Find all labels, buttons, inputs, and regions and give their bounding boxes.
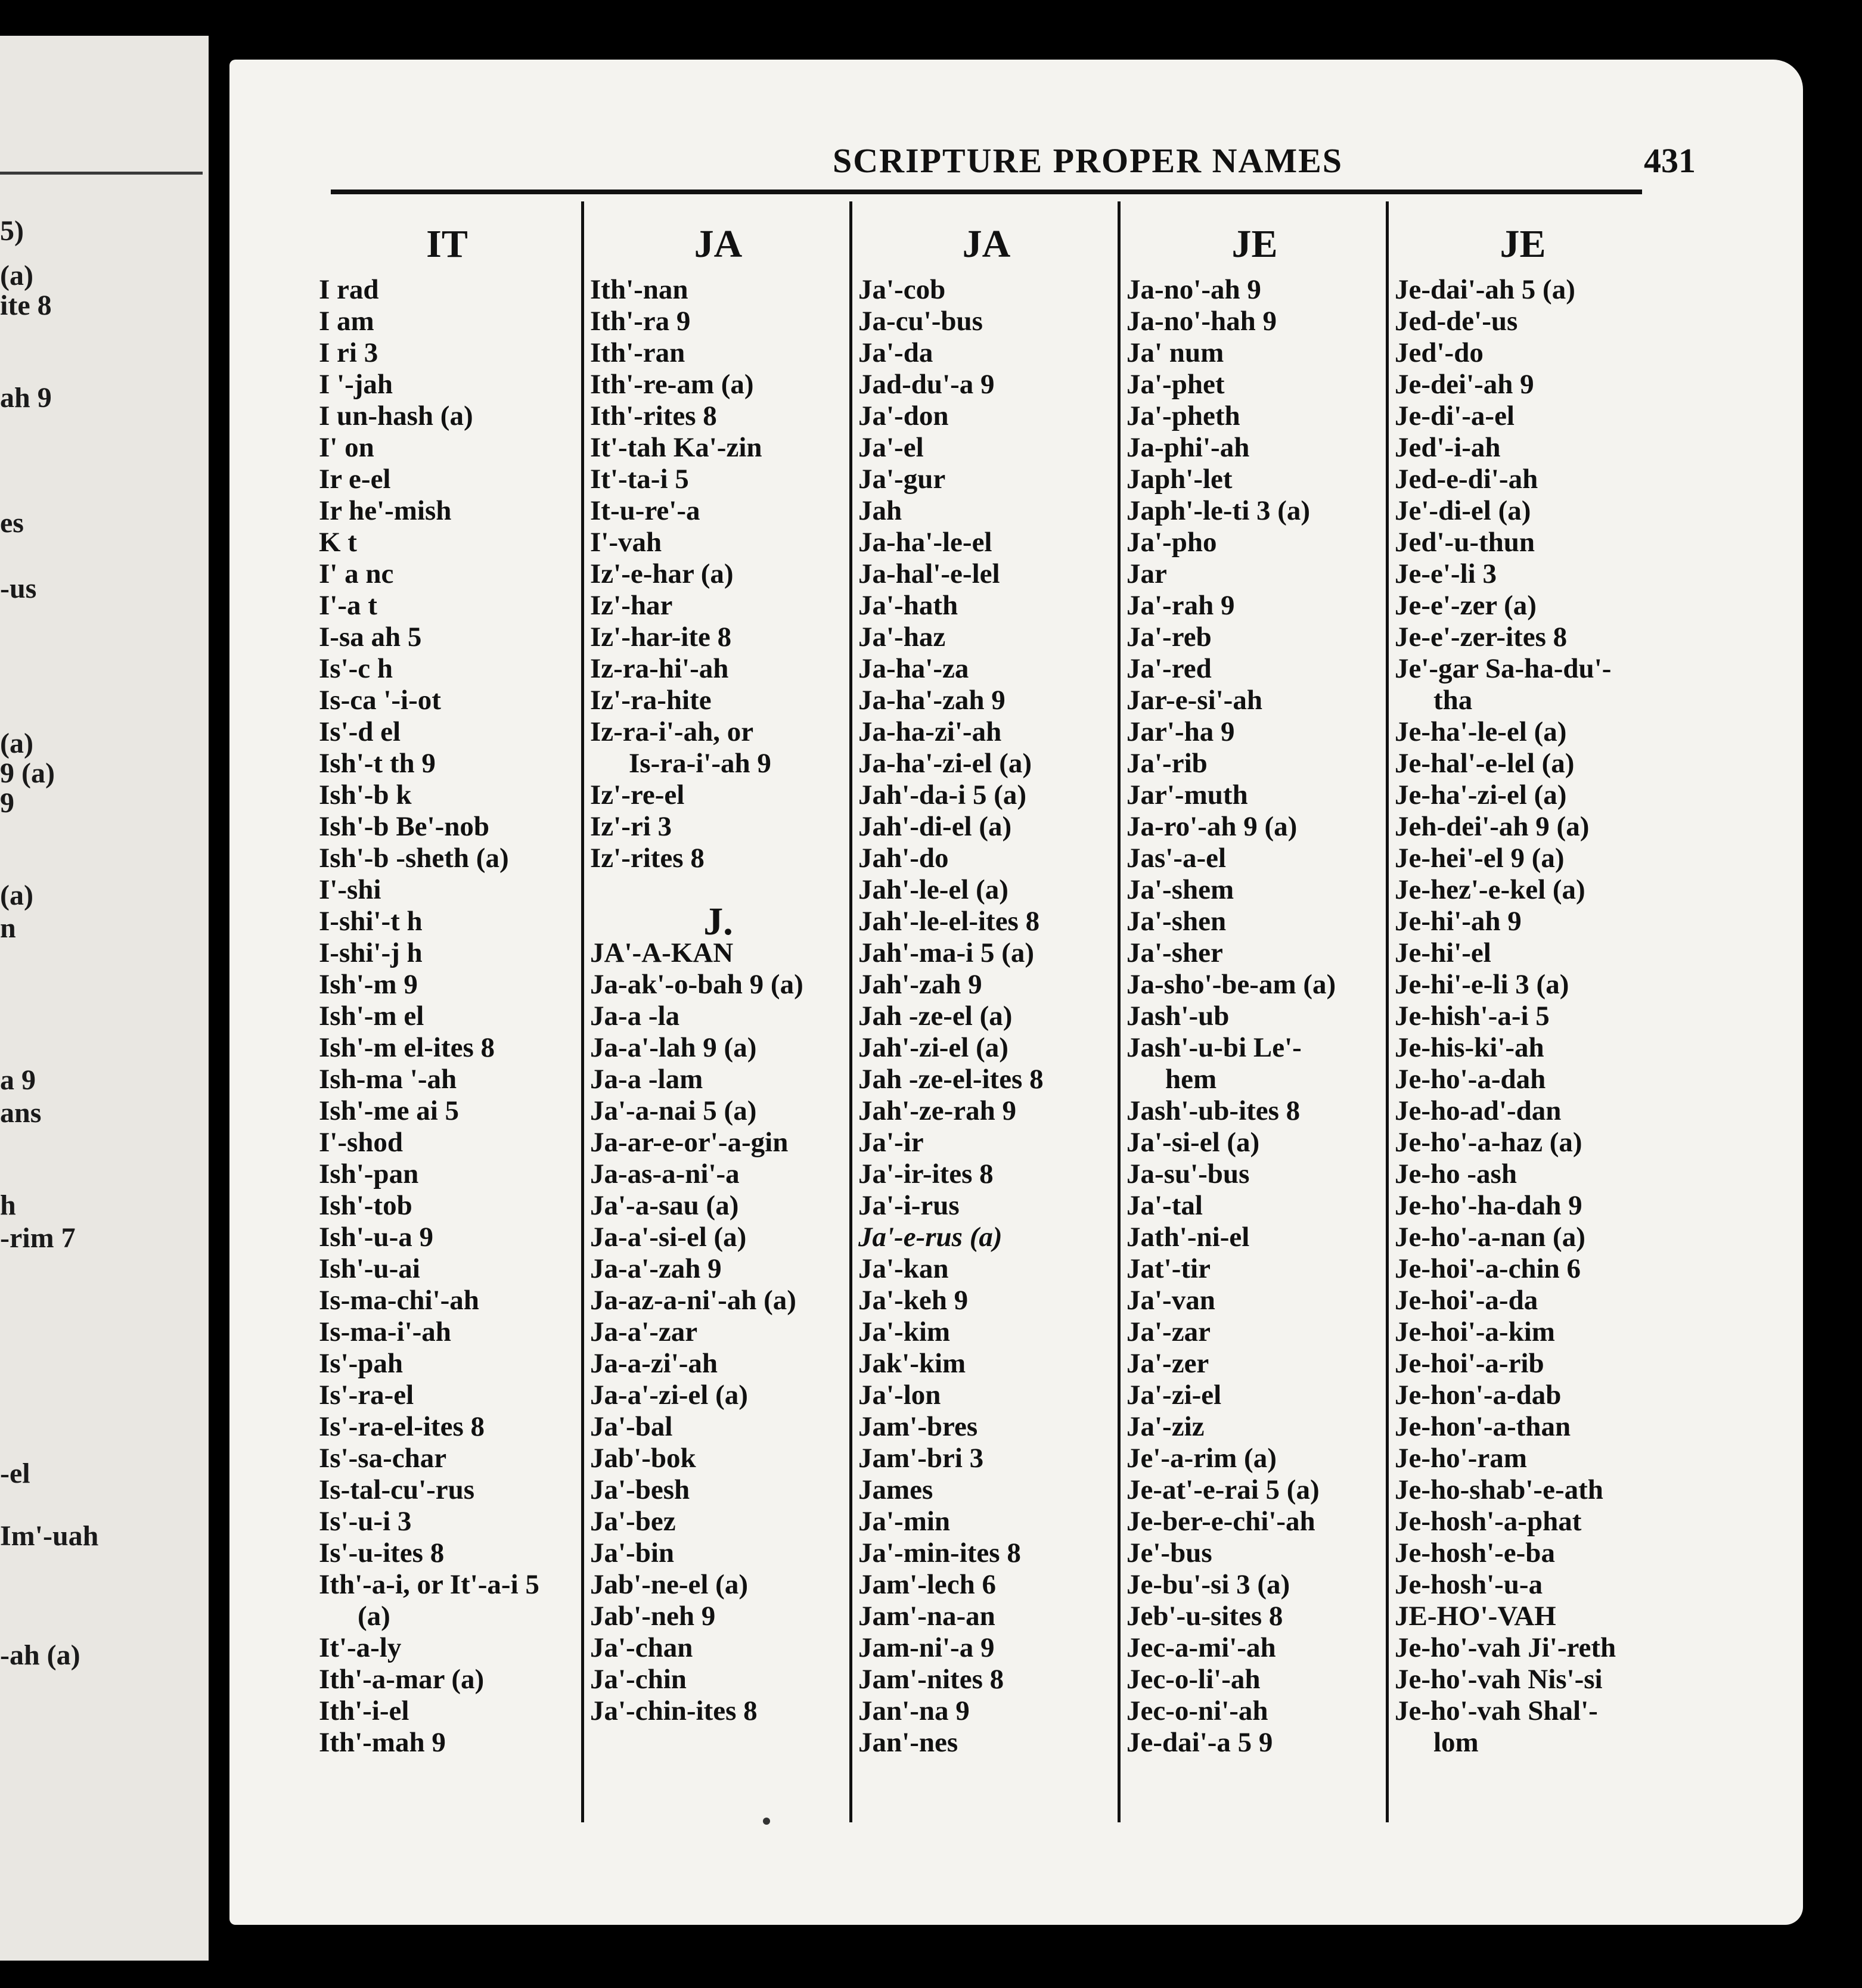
name-entry: Jam-ni'-a 9 (858, 1632, 995, 1663)
column-heading: JA (962, 222, 1011, 266)
adjacent-fragment: n (0, 912, 16, 944)
name-entry: Ith'-a-i, or It'-a-i 5 (319, 1569, 539, 1600)
column-separator (849, 201, 852, 1822)
name-entry: Ja-a'-si-el (a) (590, 1222, 747, 1253)
name-entry: Je'-bus (1126, 1537, 1212, 1568)
name-entry: Jah -ze-el (a) (858, 1001, 1013, 1032)
name-entry: Jah'-le-el-ites 8 (858, 906, 1040, 937)
name-entry: Je-ho'-vah Ji'-reth (1395, 1632, 1616, 1663)
name-entry: Jed'-i-ah (1395, 432, 1501, 463)
name-entry: Ish'-me ai 5 (319, 1095, 459, 1126)
page-number: 431 (1644, 141, 1696, 180)
name-entry: Ja'-bin (590, 1537, 675, 1568)
name-entry: Ja'-sher (1126, 937, 1223, 968)
name-entry: I'-shi (319, 874, 381, 905)
name-entry: K t (319, 527, 357, 558)
name-entry: Jah'-do (858, 843, 949, 874)
name-entry: Jat'-tir (1126, 1253, 1211, 1284)
name-entry: Ja'-pheth (1126, 400, 1240, 431)
name-entry: Jah'-le-el (a) (858, 874, 1008, 905)
name-entry: Jad-du'-a 9 (858, 369, 995, 400)
name-entry: Is-ma-chi'-ah (319, 1285, 479, 1316)
name-entry: I un-hash (a) (319, 400, 473, 431)
name-entry: I am (319, 306, 374, 337)
name-entry: Je-ho'-a-dah (1395, 1064, 1546, 1095)
name-entry: Ja'-phet (1126, 369, 1225, 400)
name-entry: Ja-sho'-be-am (a) (1126, 969, 1336, 1000)
adjacent-fragment: (a) (0, 880, 33, 911)
name-entry: Ish'-b Be'-nob (319, 811, 490, 842)
name-entry: I ri 3 (319, 337, 378, 368)
name-entry: Jak'-kim (858, 1348, 966, 1379)
name-entry: Jed'-do (1395, 337, 1484, 368)
name-entry: Je-hez'-e-kel (a) (1395, 874, 1585, 905)
name-entry: Je-hi'-e-li 3 (a) (1395, 969, 1569, 1000)
name-entry: Ja'-bal (590, 1411, 673, 1442)
name-entry: Je-dai'-a 5 9 (1126, 1727, 1273, 1758)
name-entry: Ja'-da (858, 337, 933, 368)
name-entry: Ja-no'-hah 9 (1126, 306, 1277, 337)
name-entry: Je-bu'-si 3 (a) (1126, 1569, 1290, 1600)
name-entry: Ja-no'-ah 9 (1126, 274, 1261, 305)
name-entry: Is'-c h (319, 653, 393, 684)
name-entry: Ja' num (1126, 337, 1224, 368)
name-entry: Ja'-haz (858, 622, 946, 653)
name-entry: Je-e'-zer (a) (1395, 590, 1537, 621)
name-entry: Jah'-ma-i 5 (a) (858, 937, 1035, 968)
name-entry: Ith'-mah 9 (319, 1727, 446, 1758)
name-entry: Je-hei'-el 9 (a) (1395, 843, 1565, 874)
name-entry: Jash'-u-bi Le'- (1126, 1032, 1302, 1063)
name-entry: Je-ho-ad'-dan (1395, 1095, 1562, 1126)
name-entry: Je-e'-li 3 (1395, 558, 1497, 589)
name-entry: tha (1433, 685, 1473, 716)
name-entry: I'-a t (319, 590, 377, 621)
name-entry: Ja-ha'-za (858, 653, 969, 684)
name-entry: Ish'-t th 9 (319, 748, 436, 779)
name-entry: It'-a-ly (319, 1632, 402, 1663)
name-entry: Ja-a'-zi-el (a) (590, 1380, 748, 1411)
name-entry: Ja'-zer (1126, 1348, 1209, 1379)
name-entry: Ish'-m el (319, 1001, 424, 1032)
name-entry: I' on (319, 432, 374, 463)
name-entry: Is-ca '-i-ot (319, 685, 441, 716)
name-entry: Ja'-shen (1126, 906, 1227, 937)
name-entry: Ir he'-mish (319, 495, 452, 526)
name-entry: Ith'-a-mar (a) (319, 1664, 485, 1695)
name-entry: Jar (1126, 558, 1167, 589)
name-entry: Ja-ha'-zah 9 (858, 685, 1006, 716)
name-entry: Jar'-ha 9 (1126, 716, 1235, 747)
name-entry: Ish'-b -sheth (a) (319, 843, 509, 874)
column-heading: IT (426, 222, 468, 266)
name-entry: Ja-as-a-ni'-a (590, 1158, 740, 1189)
name-entry: Ja'-red (1126, 653, 1212, 684)
adjacent-page-rule (0, 172, 203, 175)
name-entry: It'-tah Ka'-zin (590, 432, 762, 463)
name-entry: Ith'-nan (590, 274, 688, 305)
name-entry: Jam'-nites 8 (858, 1664, 1004, 1695)
header-rule (331, 190, 1642, 194)
name-entry: Je'-gar Sa-ha-du'- (1395, 653, 1612, 684)
name-entry: Iz'-har-ite 8 (590, 622, 732, 653)
name-entry: Is'-sa-char (319, 1443, 447, 1474)
name-entry: Ja'-chin-ites 8 (590, 1695, 758, 1726)
name-entry (590, 874, 846, 906)
name-column-1 (319, 215, 575, 1759)
name-entry: Ith'-i-el (319, 1695, 409, 1726)
name-entry: Jec-o-li'-ah (1126, 1664, 1261, 1695)
name-entry: Ja'-lon (858, 1380, 941, 1411)
name-entry: I'-vah (590, 527, 662, 558)
name-entry: Japh'-let (1126, 464, 1233, 495)
name-entry: Jan'-nes (858, 1727, 958, 1758)
name-entry: Ja'-e-rus (a) (858, 1222, 1003, 1253)
name-entry: Jash'-ub (1126, 1001, 1230, 1032)
adjacent-fragment: 9 (0, 787, 14, 819)
name-entry: Je-hon'-a-dab (1395, 1380, 1562, 1411)
adjacent-fragment: h (0, 1189, 16, 1221)
name-entry: Je-ha'-le-el (a) (1395, 716, 1567, 747)
name-entry: Je-ho -ash (1395, 1158, 1517, 1189)
name-entry: Ja'-zar (1126, 1316, 1211, 1347)
name-entry: Ja-a-zi'-ah (590, 1348, 718, 1379)
name-entry: It'-ta-i 5 (590, 464, 689, 495)
name-entry: Ja'-cob (858, 274, 946, 305)
name-entry: Ja-ha-zi'-ah (858, 716, 1002, 747)
name-entry: Je'-a-rim (a) (1126, 1443, 1277, 1474)
name-entry: Jah'-da-i 5 (a) (858, 779, 1026, 810)
name-entry: Ja-a -la (590, 1001, 680, 1032)
name-entry: Ja'-tal (1126, 1190, 1203, 1221)
name-entry: Iz'-ra-hite (590, 685, 712, 716)
book-page (229, 60, 1803, 1925)
name-entry: Ja'-a-nai 5 (a) (590, 1095, 757, 1126)
name-entry: Ja'-chin (590, 1664, 687, 1695)
name-entry: Ja-ha'-zi-el (a) (858, 748, 1032, 779)
name-entry: Ja'-chan (590, 1632, 693, 1663)
name-entry: Ith'-re-am (a) (590, 369, 754, 400)
name-entry: Iz-ra-i'-ah, or (590, 716, 754, 747)
name-column-3 (858, 215, 1115, 1759)
name-entry: Je-hosh'-a-phat (1395, 1506, 1582, 1537)
name-entry: Is'-ra-el-ites 8 (319, 1411, 485, 1442)
name-entry: I' a nc (319, 558, 394, 589)
name-entry: Ja'-kim (858, 1316, 951, 1347)
name-column-2 (590, 215, 846, 1727)
adjacent-fragment: ans (0, 1097, 42, 1129)
name-entry: (a) (358, 1601, 390, 1632)
name-entry: Ja'-bez (590, 1506, 676, 1537)
name-entry: Je-hon'-a-than (1395, 1411, 1571, 1442)
name-entry: Je-hoi'-a-rib (1395, 1348, 1544, 1379)
name-entry: Is-ma-i'-ah (319, 1316, 451, 1347)
name-entry: JA'-A-KAN (590, 937, 734, 968)
name-entry: Ja'-pho (1126, 527, 1217, 558)
name-entry: Jah -ze-el-ites 8 (858, 1064, 1044, 1095)
name-entry: Is-ra-i'-ah 9 (629, 748, 771, 779)
name-entry: Ja'-gur (858, 464, 946, 495)
name-entry: Ja-cu'-bus (858, 306, 983, 337)
name-entry: Ja'-zi-el (1126, 1380, 1222, 1411)
name-entry: Ja-phi'-ah (1126, 432, 1250, 463)
name-entry: Ish'-m 9 (319, 969, 418, 1000)
name-entry: Ja'-rah 9 (1126, 590, 1235, 621)
name-entry: Jan'-na 9 (858, 1695, 970, 1726)
name-entry: Ja-ar-e-or'-a-gin (590, 1127, 789, 1158)
name-entry: Iz'-har (590, 590, 673, 621)
name-entry: Jab'-ne-el (a) (590, 1569, 748, 1600)
name-entry: Jed-e-di'-ah (1395, 464, 1538, 495)
name-entry: Jath'-ni-el (1126, 1222, 1250, 1253)
name-entry: Iz'-re-el (590, 779, 685, 810)
name-entry: Je-his-ki'-ah (1395, 1032, 1544, 1063)
name-entry: Iz'-e-har (a) (590, 558, 734, 589)
name-entry: Jam'-bri 3 (858, 1443, 984, 1474)
column-separator (1118, 201, 1121, 1822)
name-entry: I-shi'-j h (319, 937, 423, 968)
name-entry: Je-ho'-vah Nis'-si (1395, 1664, 1603, 1695)
name-entry: Japh'-le-ti 3 (a) (1126, 495, 1311, 526)
name-column-5 (1395, 215, 1651, 1759)
name-entry: Jah (858, 495, 902, 526)
name-entry: Iz-ra-hi'-ah (590, 653, 729, 684)
name-entry: Jah'-zah 9 (858, 969, 982, 1000)
name-entry: Ja'-keh 9 (858, 1285, 969, 1316)
name-entry: Je-ho'-a-nan (a) (1395, 1222, 1585, 1253)
adjacent-fragment: -rim 7 (0, 1222, 76, 1254)
name-entry: Iz'-ri 3 (590, 811, 672, 842)
name-entry: Ish'-b k (319, 779, 412, 810)
name-entry: Jam'-na-an (858, 1601, 995, 1632)
column-heading: JE (1500, 222, 1546, 266)
name-entry: Ish'-pan (319, 1158, 419, 1189)
name-entry: Ja'-el (858, 432, 924, 463)
name-entry: Ja-az-a-ni'-ah (a) (590, 1285, 796, 1316)
name-entry: Jeh-dei'-ah 9 (a) (1395, 811, 1590, 842)
name-entry: Ish'-m el-ites 8 (319, 1032, 495, 1063)
name-entry: Jas'-a-el (1126, 843, 1227, 874)
name-entry: Ish'-u-a 9 (319, 1222, 433, 1253)
name-entry: Ja'-si-el (a) (1126, 1127, 1260, 1158)
adjacent-fragment: es (0, 507, 24, 539)
name-entry: Je-hosh'-u-a (1395, 1569, 1543, 1600)
name-column-4 (1126, 215, 1383, 1759)
adjacent-fragment: (a) (0, 260, 33, 291)
name-entry: Je-ho'-a-haz (a) (1395, 1127, 1582, 1158)
name-entry: Jah'-di-el (a) (858, 811, 1012, 842)
name-entry: Ish'-u-ai (319, 1253, 420, 1284)
name-entry: Ja'-van (1126, 1285, 1215, 1316)
name-entry: Ja-su'-bus (1126, 1158, 1250, 1189)
name-entry: Ja'-min-ites 8 (858, 1537, 1021, 1568)
name-entry: Je'-di-el (a) (1395, 495, 1531, 526)
adjacent-fragment: -ah (a) (0, 1639, 80, 1671)
column-separator (1386, 201, 1389, 1822)
name-entry: Je-ho'-ram (1395, 1443, 1527, 1474)
name-entry: I-sa ah 5 (319, 622, 422, 653)
name-entry: Je-hal'-e-lel (a) (1395, 748, 1575, 779)
adjacent-fragment: (a) (0, 728, 33, 759)
column-heading: JE (1231, 222, 1278, 266)
name-entry: Jeb'-u-sites 8 (1126, 1601, 1283, 1632)
name-entry: Is'-d el (319, 716, 401, 747)
name-entry: Ish-ma '-ah (319, 1064, 457, 1095)
column-heading: JA (694, 222, 743, 266)
name-entry: I'-shod (319, 1127, 404, 1158)
name-entry: Jah'-ze-rah 9 (858, 1095, 1016, 1126)
name-entry: Ith'-ra 9 (590, 306, 691, 337)
name-entry: Ith'-rites 8 (590, 400, 717, 431)
name-entry: Je-ber-e-chi'-ah (1126, 1506, 1315, 1537)
name-entry: Ja'-reb (1126, 622, 1212, 653)
page-header-title: SCRIPTURE PROPER NAMES (832, 141, 1343, 180)
name-entry: Is'-u-i 3 (319, 1506, 412, 1537)
name-entry: Je-hoi'-a-kim (1395, 1316, 1555, 1347)
adjacent-fragment: Im'-uah (0, 1520, 99, 1552)
name-entry: Jar'-muth (1126, 779, 1248, 810)
name-entry: Is-tal-cu'-rus (319, 1474, 475, 1505)
name-entry: Ja'-ziz (1126, 1411, 1205, 1442)
name-entry: Is'-ra-el (319, 1380, 414, 1411)
name-entry: Ja-ak'-o-bah 9 (a) (590, 969, 803, 1000)
name-entry: Ja-a'-lah 9 (a) (590, 1032, 757, 1063)
adjacent-fragment: -el (0, 1458, 30, 1489)
name-entry: Ja-a'-zar (590, 1316, 698, 1347)
name-entry: Je-ho'-ha-dah 9 (1395, 1190, 1582, 1221)
name-entry: Ja'-shem (1126, 874, 1234, 905)
name-entry: Ja'-ir-ites 8 (858, 1158, 994, 1189)
name-entry: Ja'-rib (1126, 748, 1208, 779)
name-entry: Jec-a-mi'-ah (1126, 1632, 1276, 1663)
name-entry: Ja'-i-rus (858, 1190, 960, 1221)
name-entry: Jah'-zi-el (a) (858, 1032, 1008, 1063)
name-entry: Je-ho'-vah Shal'- (1395, 1695, 1598, 1726)
name-entry: It-u-re'-a (590, 495, 700, 526)
name-entry: JE-HO'-VAH (1395, 1601, 1556, 1632)
name-entry: Jab'-neh 9 (590, 1601, 716, 1632)
name-entry: Je-dei'-ah 9 (1395, 369, 1534, 400)
adjacent-fragment: 5) (0, 215, 24, 247)
name-entry: Ja-a -lam (590, 1064, 703, 1095)
adjacent-fragment: -us (0, 573, 37, 604)
name-entry: Je-dai'-ah 5 (a) (1395, 274, 1575, 305)
name-entry: Jar-e-si'-ah (1126, 685, 1262, 716)
name-entry: lom (1433, 1727, 1479, 1758)
name-entry: Jam'-bres (858, 1411, 978, 1442)
name-entry: Ja-a'-zah 9 (590, 1253, 722, 1284)
adjacent-fragment: a 9 (0, 1064, 36, 1096)
column-separator (581, 201, 584, 1822)
name-entry: Ja'-a-sau (a) (590, 1190, 739, 1221)
name-entry: Ja'-besh (590, 1474, 690, 1505)
name-entry: Ja'-ir (858, 1127, 924, 1158)
adjacent-fragment: 9 (a) (0, 757, 55, 789)
name-entry: I '-jah (319, 369, 393, 400)
name-entry: Ja-hal'-e-lel (858, 558, 1000, 589)
name-entry: Iz'-rites 8 (590, 843, 705, 874)
name-entry: Jab'-bok (590, 1443, 696, 1474)
name-entry: Je-hoi'-a-da (1395, 1285, 1538, 1316)
name-entry: Ja'-kan (858, 1253, 949, 1284)
name-entry: Je-ha'-zi-el (a) (1395, 779, 1567, 810)
name-entry: Ja'-hath (858, 590, 958, 621)
name-entry: Je-hish'-a-i 5 (1395, 1001, 1550, 1032)
name-entry: Je-at'-e-rai 5 (a) (1126, 1474, 1320, 1505)
name-entry: Je-hi'-el (1395, 937, 1491, 968)
name-entry: Ja-ha'-le-el (858, 527, 992, 558)
name-entry: Je-e'-zer-ites 8 (1395, 622, 1568, 653)
name-entry: Je-hoi'-a-chin 6 (1395, 1253, 1581, 1284)
name-entry: Is'-u-ites 8 (319, 1537, 445, 1568)
name-entry: Je-ho-shab'-e-ath (1395, 1474, 1603, 1505)
ink-dot (763, 1818, 770, 1825)
section-letter: J. (703, 906, 733, 937)
adjacent-fragment: ah 9 (0, 382, 52, 414)
name-entry: Ish'-tob (319, 1190, 412, 1221)
name-entry: hem (1165, 1064, 1217, 1095)
name-entry: Ja-ro'-ah 9 (a) (1126, 811, 1298, 842)
name-entry: Ith'-ran (590, 337, 685, 368)
name-entry: I-shi'-t h (319, 906, 423, 937)
name-entry: Je-di'-a-el (1395, 400, 1515, 431)
name-entry: Jed'-u-thun (1395, 527, 1535, 558)
name-entry: Jash'-ub-ites 8 (1126, 1095, 1301, 1126)
name-entry: Ja'-min (858, 1506, 951, 1537)
name-entry: I rad (319, 274, 379, 305)
name-entry: Je-hosh'-e-ba (1395, 1537, 1555, 1568)
adjacent-page-fragment (0, 36, 209, 1961)
name-entry: Jam'-lech 6 (858, 1569, 997, 1600)
name-entry: Jec-o-ni'-ah (1126, 1695, 1268, 1726)
name-entry: Ir e-el (319, 464, 391, 495)
name-entry: Is'-pah (319, 1348, 404, 1379)
name-entry: Jed-de'-us (1395, 306, 1518, 337)
name-entry: James (858, 1474, 933, 1505)
name-entry: Ja'-don (858, 400, 949, 431)
name-entry: Je-hi'-ah 9 (1395, 906, 1522, 937)
adjacent-fragment: ite 8 (0, 290, 52, 321)
